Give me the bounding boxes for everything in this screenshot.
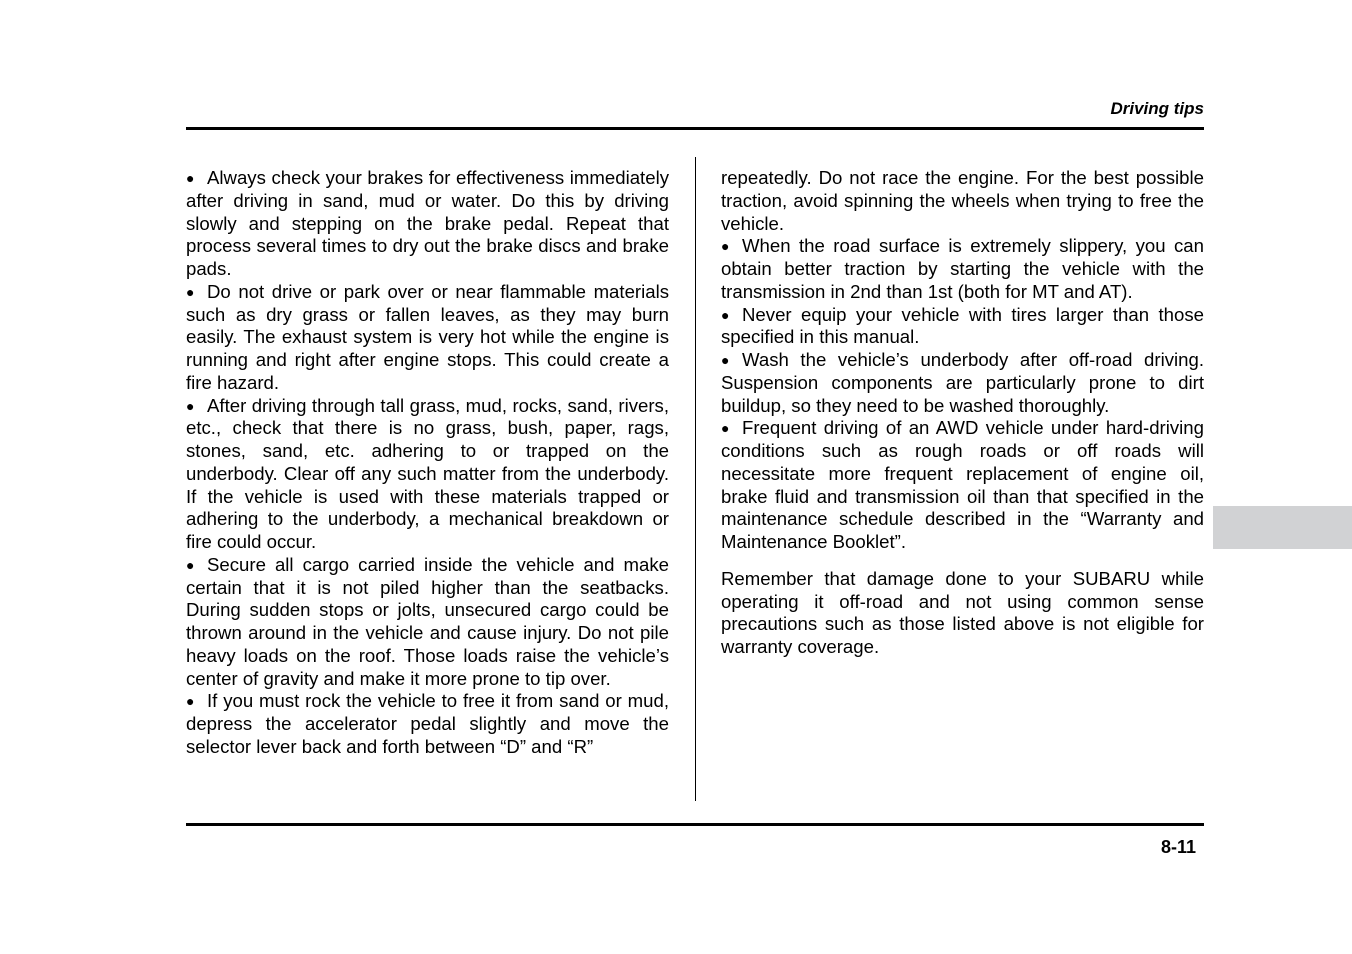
continuation-paragraph: repeatedly. Do not race the engine. For the best possible traction, avoid spinning the wheels when trying to free the vehicle.	[721, 167, 1204, 234]
chapter-tab-marker	[1213, 506, 1352, 549]
paragraph-text: Never equip your vehicle with tires larger than those specified in this manual.	[721, 303, 1204, 348]
left-column	[186, 167, 669, 759]
section-title: Driving tips	[1110, 99, 1204, 118]
bullet-icon: ●	[186, 283, 195, 300]
bullet-icon: ●	[721, 238, 730, 255]
paragraph-text: Wash the vehicle’s underbody after off-road driving. Suspension components are particularly prone to dirt buildup, so they need to be washed thoroughly.	[721, 349, 1204, 416]
closing-paragraph: Remember that damage done to your SUBARU while operating it off-road and not using common sense precautions such as those listed above is not eligible for warranty coverage.	[721, 567, 1204, 657]
paragraph-text: After driving through tall grass, mud, rocks, sand, rivers, etc., check that there is no grass, bush, paper, rags, stones, sand, etc. adhering to or trapped on the underbody. Clear off any such matter from the underbody. If the vehicle is used with these materials trapped or adhering to the underbody, a mechanical breakdown or fire could occur.	[186, 394, 669, 552]
paragraph-text: If you must rock the vehicle to free it from sand or mud, depress the accelerator pedal slightly and move the selector lever back and forth between “D” and “R”	[186, 690, 669, 757]
bullet-icon: ●	[186, 170, 195, 186]
footer-rule	[186, 823, 1204, 826]
bullet-paragraph	[186, 690, 669, 758]
right-column	[721, 167, 1204, 659]
bullet-paragraph	[721, 304, 1204, 350]
bullet-icon: ●	[186, 556, 195, 573]
bullet-icon: ●	[721, 306, 730, 323]
column-divider	[695, 157, 696, 801]
bullet-paragraph	[721, 417, 1204, 554]
paragraph-text: Frequent driving of an AWD vehicle under hard-driving conditions such as rough roads or off roads will necessitate more frequent replacement of engine oil, brake fluid and transmission oil than that specified in the maintenance schedule described in the “Warranty and Maintenance Booklet”.	[721, 417, 1204, 552]
bullet-icon: ●	[721, 352, 730, 368]
paragraph-text: Secure all cargo carried inside the vehicle and make certain that it is not piled higher than the seatbacks. During sudden stops or jolts, unsecured cargo could be thrown around in the vehicle and cause injury. Do not pile heavy loads on the roof. Those loads raise the vehicle’s center of gravity and make it more prone to tip over.	[186, 553, 669, 689]
bullet-paragraph	[186, 167, 669, 281]
bullet-icon: ●	[721, 420, 730, 437]
bullet-paragraph	[186, 554, 669, 691]
bullet-paragraph	[721, 349, 1204, 417]
page-number: 8-11	[1160, 837, 1196, 857]
bullet-paragraph	[186, 395, 669, 554]
paragraph-text: When the road surface is extremely slippery, you can obtain better traction by starting the vehicle with the transmission in 2nd than 1st (both for MT and AT).	[721, 235, 1204, 302]
paragraph-text: Always check your brakes for effectiveness immediately after driving in sand, mud or water. Do this by driving slowly and stepping on the brake pedal. Repeat that process several times to dry out the brake discs and brake pads.	[186, 167, 669, 279]
paragraph-text: Do not drive or park over or near flammable materials such as dry grass or fallen leaves, as they may burn easily. The exhaust system is very hot while the engine is running and right after engine stops. This could create a fire hazard.	[186, 280, 669, 393]
header-rule	[186, 127, 1204, 130]
bullet-icon: ●	[186, 397, 195, 414]
paragraph-spacer	[721, 554, 1204, 568]
bullet-paragraph	[186, 281, 669, 395]
bullet-paragraph	[721, 235, 1204, 303]
bullet-icon: ●	[186, 693, 195, 710]
